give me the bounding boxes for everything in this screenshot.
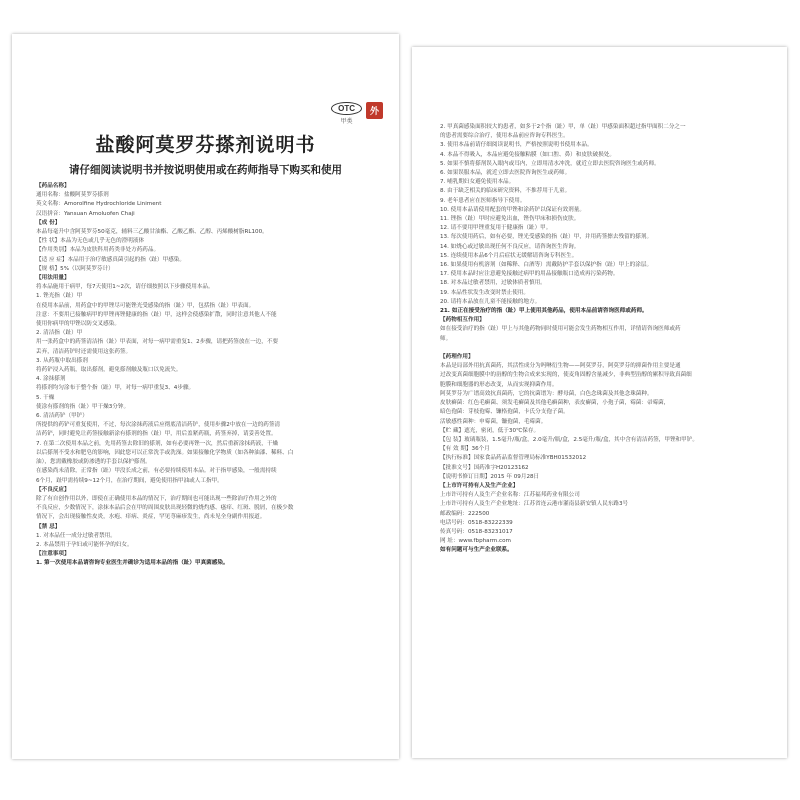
left-text-line: 汉语拼音：Yansuan Amoluofen Chaji [36, 210, 135, 217]
left-text-line: 【性 状】本品为无色或几乎无色的澄明液体 [36, 238, 145, 245]
left-text-line: 2. 本品禁用于孕妇或可能怀孕的妇女。 [36, 541, 133, 548]
left-text-line: 【作用类别】本品为皮肤科用药类非处方药药品。 [36, 247, 160, 254]
right-leaflet-page [412, 47, 787, 758]
right-text-line: 【有 效 期】36个月 [440, 446, 490, 453]
left-text-line: 1. 对本品任一成分过敏者禁用。 [36, 532, 116, 539]
right-text-line: 的患者需要综合治疗，使用本品前应咨询专科医生。 [440, 133, 569, 140]
right-text-line: 2. 甲真菌感染面积较大的患者，如多于2个指（趾）甲，单（趾）甲感染面积超过指甲面积二分之一 [440, 124, 686, 130]
right-text-line: 网 址：www.fbpharm.com [440, 538, 511, 545]
right-text-line: 过改变真菌细胞膜中的甾醇的生物合成来实现的，使麦角固醇含量减少，非典型甾醇的累积导致真菌细 [440, 372, 692, 379]
left-text-line: 将搽剂均匀涂布于整个指（趾）甲，对每一病甲重复3、4步骤。 [36, 385, 195, 392]
right-text-line: 7. 哺乳期妇女避免使用本品。 [440, 179, 515, 186]
right-text-line: 13. 每次使用药后，如有必要，锉光受感染的指（趾）甲，并用药签擦去残留的搽剂。 [440, 234, 653, 241]
right-text-line: 【包 装】玻璃瓶装，1.5毫升/瓶/盒，2.0毫升/瓶/盒，2.5毫升/瓶/盒，其中含有清洁药签，甲锉和甲铲。 [440, 436, 698, 443]
right-text-line: 4. 本品不得吸入，本品应避免接触粘膜（如口腔、鼻）和皮肤破损处。 [440, 151, 615, 158]
left-text-line: 【规 格】5%（以阿莫罗芬计） [36, 265, 114, 272]
right-text-line: 11. 锉指（趾）甲时应避免出血，锉伤甲床和损伤皮肤。 [440, 216, 580, 223]
right-text-line: 【药理作用】 [440, 354, 474, 361]
right-text-line: 暗色孢菌：芽枝孢霉、镰格孢菌，卡氏分支孢子菌。 [440, 409, 569, 416]
leaflet-subtitle: 请仔细阅读说明书并按说明使用或在药师指导下购买和使用 [69, 164, 342, 176]
left-text-line: 1. 第一次使用本品请咨询专业医生并确诊为适用本品的指（趾）甲真菌感染。 [36, 560, 229, 567]
left-text-line: 在使用本品前，用药盒中的甲锉尽可能锉光受感染的指（趾）甲，包括指（趾）甲表面。 [36, 302, 255, 309]
left-text-line: 油），您需戴橡胶或防渗透的手套以保护搽剂。 [36, 459, 151, 466]
left-text-line: 【成 份】 [36, 219, 61, 226]
right-text-line: 20. 请将本品放在儿童不能接触的地方。 [440, 298, 541, 305]
right-text-line: 19. 本品性状发生改变时禁止使用。 [440, 289, 529, 296]
left-text-line: 丢弃，清洁药铲时还需使用这张药签。 [36, 348, 132, 355]
left-text-line: 用一张药盒中的药签清洁指（趾）甲表面，对每一病甲需重复1、2步骤，请把药签放在一边，不要 [36, 339, 279, 346]
right-text-line: 15. 连续使用本品6个月后症状无缓解请咨询专科医生。 [440, 252, 578, 259]
right-text-line: 如在接受治疗的指（趾）甲上与其他药物同时使用可能会发生药物相互作用，详情请咨询医师或药 [440, 326, 681, 333]
right-text-line: 如有问题可与生产企业联系。 [440, 547, 513, 554]
left-text-line: 使用你病甲的甲锉以防交叉感染。 [36, 321, 120, 328]
right-text-line: 师。 [440, 335, 452, 342]
left-text-line: 6. 清洁药铲（甲铲） [36, 413, 88, 420]
right-text-line: 8. 由于缺乏相关的临床研究资料，不推荐用于儿童。 [440, 188, 571, 195]
left-text-line: 将药铲浸入药瓶，取出搽剂，避免搽剂触及瓶口以免流失。 [36, 367, 182, 374]
left-text-line: 洁药铲，同时避免让药签接触新涂有搽剂的指（趾）甲，用后盖紧药瓶，药签弃掉，请妥善处置。 [36, 431, 277, 438]
otc-class-label: 甲类 [340, 118, 353, 125]
left-text-line: 3. 从药瓶中取出搽剂 [36, 357, 88, 364]
left-text-line: 以后搽剂不受水和肥皂的影响，因此您可以正常洗手或洗澡。如果接触化学物质（如各种油漆、稀料、白 [36, 449, 294, 456]
right-text-line: 上市许可持有人及生产企业名称：江苏福邦药业有限公司 [440, 492, 580, 499]
left-text-line: 通用名称：盐酸阿莫罗芬搽剂 [36, 192, 109, 199]
right-text-line: 【上市许可持有人及生产企业】 [440, 482, 519, 489]
right-text-line: 【贮 藏】遮光，密闭，低于30℃保存。 [440, 427, 540, 434]
otc-logo: OTC [331, 102, 362, 115]
badge-group [331, 102, 383, 125]
left-text-line: 英文名称：Amorolfine Hydrochloride Liniment [36, 201, 162, 208]
right-text-line: 10. 使用本品请使用配套的甲锉和涂药铲以保证有效剂量。 [440, 206, 585, 213]
left-text-line: 【药品名称】 [36, 183, 70, 189]
right-text-line: 17. 使用本品时应注意避免接触过病甲的用品接触瓶口造成再污染药物。 [440, 271, 619, 278]
right-text-line [440, 344, 769, 353]
right-text-line: 5. 如果不慎将搽剂误入眼内或耳内，立即用清水冲洗，就近立即去医院咨询医生或药师。 [440, 160, 660, 167]
right-text-line: 传真号码：0518-83231017 [440, 528, 513, 535]
left-text-line: 注意：不要用已接触病甲的甲锉再锉健康的指（趾）甲，这样会使感染扩散，同时注意其他人不能 [36, 311, 277, 318]
right-text-line: 【执行标准】国家食品药品监督管理局标准YBH01532012 [440, 455, 587, 462]
right-text-line: 上市许可持有人及生产企业地址：江苏省连云港市灌南县新安镇人民东路3号 [440, 501, 629, 508]
left-text-line: 将本品施用于病甲，每7天使用1~2次，请仔细按照以下步骤使用本品。 [36, 284, 214, 291]
external-use-badge: 外 [366, 102, 383, 119]
right-text-line: 21. 如正在接受治疗的指（趾）甲上使用其他药品，使用本品前请咨询医师或药师。 [440, 308, 648, 315]
right-text-line: 【说明书修订日期】2015 年 09月28日 [440, 473, 540, 480]
right-text-line: 【批准文号】国药准字H20123162 [440, 464, 529, 471]
right-text-line: 皮肤癣菌：红色毛癣菌、须发毛癣菌及其他毛癣菌种，表皮癣菌，小孢子菌，霉菌：帚霉菌， [440, 400, 670, 407]
left-text-line: 不良反应，少数情况下，涂抹本品后会在甲的周围皮肤出现轻微的烧灼感、瘙痒、红斑、脱屑，在极少数 [36, 505, 294, 512]
right-text-line: 【药物相互作用】 [440, 317, 485, 324]
left-text-line: 情况下，会出现接触性皮炎，水疱、痒病、炎症，罕见荨麻疹发生，尚未见全身副作用报道。 [36, 514, 266, 521]
left-text-line: 2. 清洁指（趾）甲 [36, 330, 83, 337]
right-text-line: 14. 如烧心或过敏出现任何不良反应，请咨询医生咨询。 [440, 243, 580, 250]
right-text-line: 18. 对本品过敏者禁用，过敏体质者慎用。 [440, 280, 546, 287]
left-text-line: 5. 干燥 [36, 394, 55, 401]
left-text-line: 【适 应 症】本品用于治疗敏感真菌引起的指（趾）甲感染。 [36, 256, 185, 263]
leaflet-title: 盐酸阿莫罗芬搽剂说明书 [95, 134, 316, 156]
left-text-line: 1. 锉光指（趾）甲 [36, 293, 83, 300]
left-text-line: 除了有自创作用以外，即使在正确使用本品的情况下，治疗期间也可能出现一些除治疗作用之外的 [36, 495, 277, 502]
left-text-line: 【不良反应】 [36, 486, 70, 493]
left-text-line: 7. 在第二次使用本品之前，先用药签去除旧的搽剂，如有必要再锉一次，然后重新涂抹药液，干燥 [36, 440, 279, 447]
left-body-text [36, 182, 383, 569]
right-text-line: 胞膜和细胞器的形态改变，从而实现抑菌作用。 [440, 381, 558, 388]
right-text-line: 6. 如果误服本品，就近立即去医院咨询医生或药师。 [440, 170, 571, 177]
right-text-line: 3. 使用本品前请仔细阅读说明书，严格按照说明书使用本品。 [440, 142, 593, 149]
left-text-line: 【禁 忌】 [36, 523, 61, 530]
right-body-text [440, 123, 769, 556]
right-text-line: 本品是局部外用抗真菌药，其活性成分为吗啉衍生物——阿莫罗芬，阿莫罗芬的抑菌作用主要是通 [440, 363, 681, 370]
left-text-line: 使涂有搽剂的指（趾）甲干燥3分钟。 [36, 403, 130, 410]
right-text-line: 16. 如果使用有机溶剂（如稀释、白酒等）需戴防护手套以保护指（趾）甲上的涂层。 [440, 262, 653, 269]
otc-badge [331, 102, 362, 125]
left-text-line: 4. 涂抹搽剂 [36, 376, 66, 383]
left-text-line: 6个月，趾甲需持续9~12个月，在治疗期间，避免使用指甲油或人工指甲。 [36, 477, 223, 484]
left-text-line: 本品每毫升中含阿莫罗芬50毫克，辅料三乙酸甘油酯、乙酸乙酯、乙醇、丙烯酸树脂RL100。 [36, 229, 268, 236]
right-text-line: 邮政编码：222500 [440, 510, 490, 517]
right-text-line: 9. 老年患者应在医师指导下使用。 [440, 197, 526, 204]
left-text-line: 在感染尚未清除，正常指（趾）甲没长成之前，有必要持续使用本品。对于指甲感染，一般需持续 [36, 468, 277, 475]
left-text-line: 所提供的药铲可重复使用，不过，每次涂抹药液后应彻底清洁药铲，使用步骤2中放在一边的药签清 [36, 422, 281, 429]
left-text-line: 【用法用量】 [36, 275, 70, 282]
left-text-line: 【注意事项】 [36, 551, 70, 558]
right-text-line: 阿莫罗芬为广谱高效抗真菌药，它的抗菌谱为：酵母菌，白色念珠菌及其他念珠菌种。 [440, 390, 653, 397]
right-text-line: 12. 请不要用甲锉重复用于健康指（趾）甲。 [440, 225, 552, 232]
right-text-line: 电话号码：0518-83222339 [440, 519, 513, 526]
right-text-line: 活敏感性菌种：申霉菌，镰孢菌，毛霉菌。 [440, 418, 547, 425]
left-leaflet-page [12, 34, 399, 759]
